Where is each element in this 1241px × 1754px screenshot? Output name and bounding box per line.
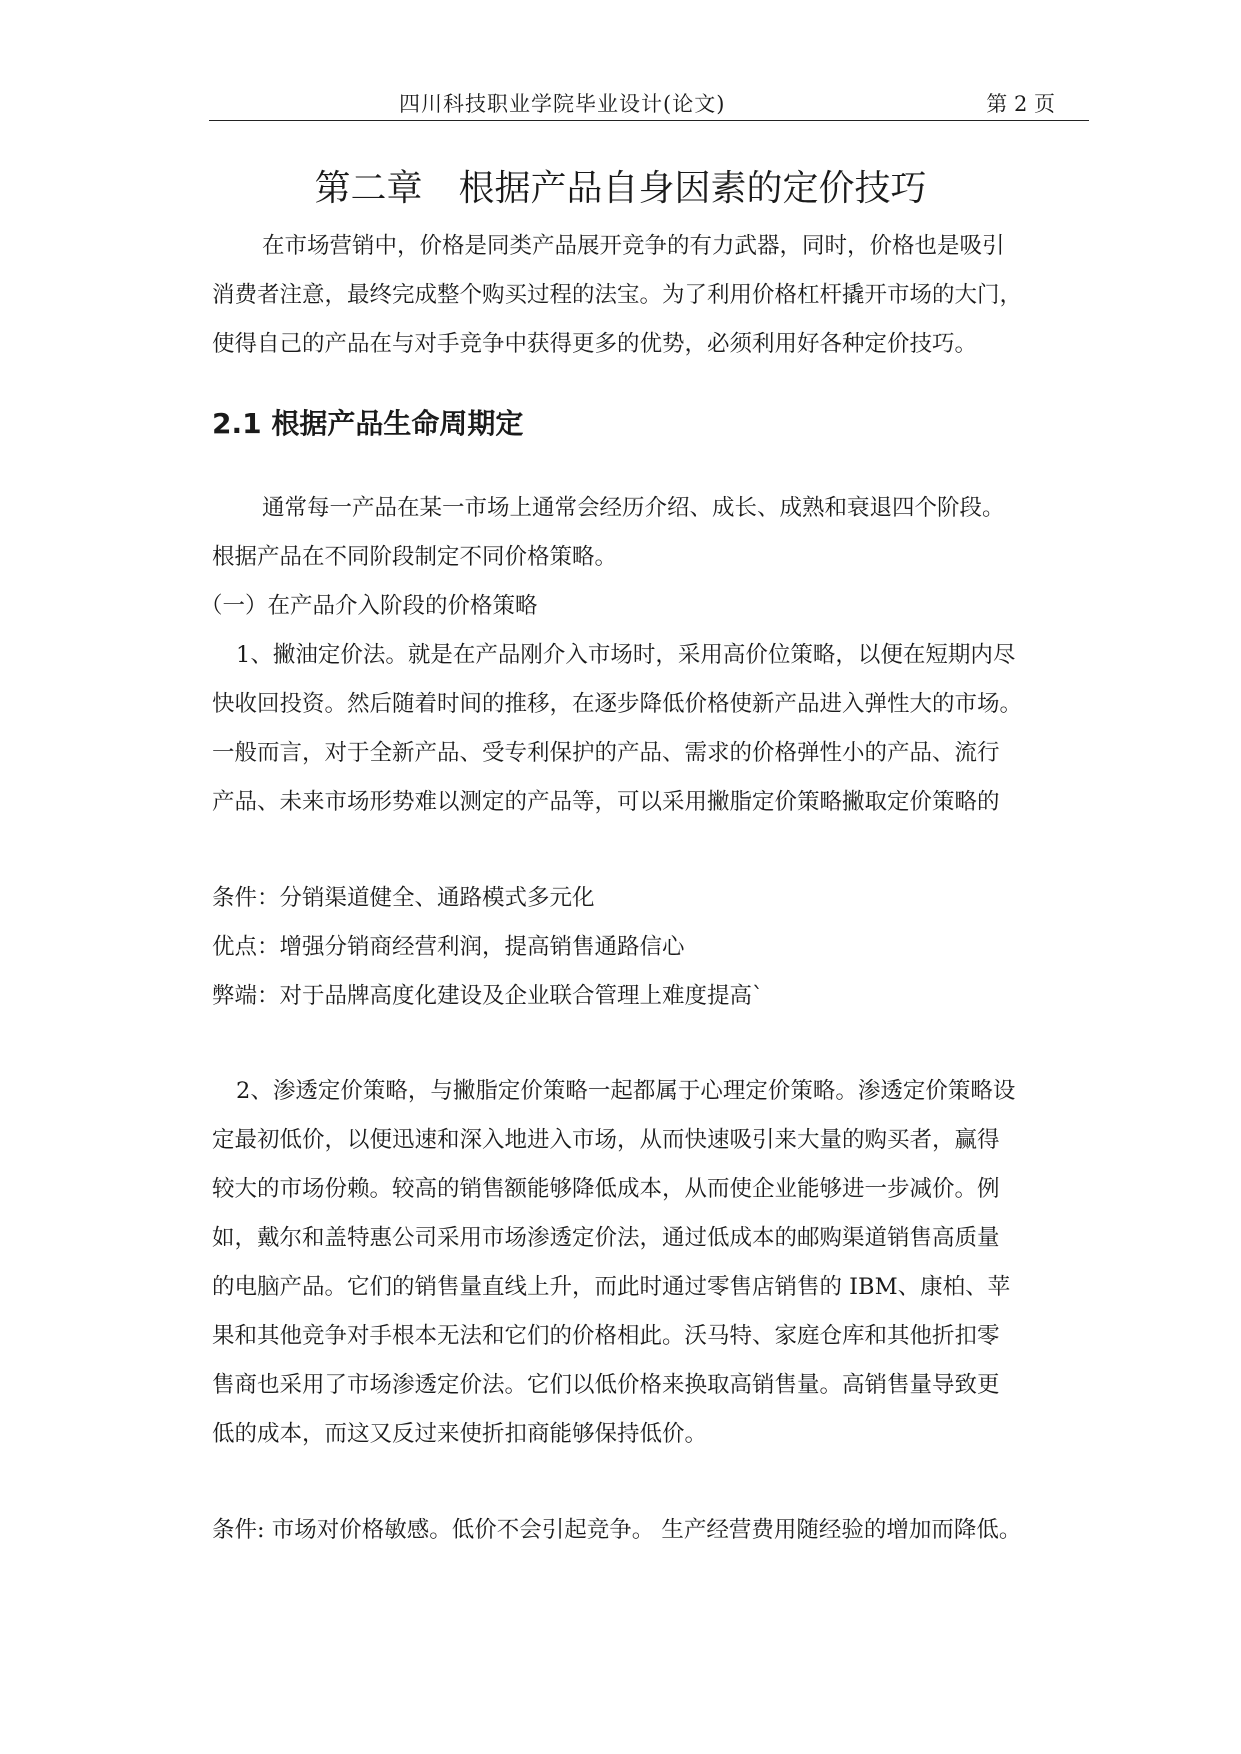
body-line: 2、渗透定价策略，与撇脂定价策略一起都属于心理定价策略。渗透定价策略设 — [236, 1078, 1016, 1104]
body-line: 通常每一产品在某一市场上通常会经历介绍、成长、成熟和衰退四个阶段。 — [262, 495, 1005, 521]
body-line: 售商也采用了市场渗透定价法。它们以低价格来换取高销售量。高销售量导致更 — [212, 1372, 1000, 1398]
body-line: 低的成本，而这又反过来使折扣商能够保持低价。 — [212, 1421, 708, 1447]
note-line: 条件：分销渠道健全、通路模式多元化 — [212, 885, 595, 911]
chapter-title: 第二章 根据产品自身因素的定价技巧 — [314, 168, 927, 209]
body-line: 快收回投资。然后随着时间的推移，在逐步降低价格使新产品进入弹性大的市场。 — [212, 691, 1023, 717]
intro-line: 使得自己的产品在与对手竞争中获得更多的优势，必须利用好各种定价技巧。 — [212, 331, 978, 357]
condition-line: 条件: 市场对价格敏感。低价不会引起竞争。 生产经营费用随经验的增加而降低。 — [212, 1517, 1022, 1543]
section-heading: 2.1 根据产品生命周期定 — [212, 407, 524, 440]
body-line: 的电脑产品。它们的销售量直线上升，而此时通过零售店销售的 IBM、康柏、苹 — [212, 1274, 1011, 1300]
subheading: （一）在产品介入阶段的价格策略 — [200, 593, 538, 619]
body-line: 一般而言，对于全新产品、受专利保护的产品、需求的价格弹性小的产品、流行 — [212, 740, 1000, 766]
header-title: 四川科技职业学院毕业设计(论文) — [399, 92, 726, 116]
body-line: 产品、未来市场形势难以测定的产品等，可以采用撇脂定价策略撇取定价策略的 — [212, 789, 1000, 815]
note-line: 弊端：对于品牌高度化建设及企业联合管理上难度提高` — [212, 983, 764, 1009]
note-line: 优点：增强分销商经营利润，提高销售通路信心 — [212, 934, 685, 960]
body-line: 1、撇油定价法。就是在产品刚介入市场时，采用高价位策略，以便在短期内尽 — [236, 642, 1016, 668]
intro-line: 消费者注意，最终完成整个购买过程的法宝。为了利用价格杠杆撬开市场的大门， — [212, 282, 1023, 308]
body-line: 果和其他竞争对手根本无法和它们的价格相此。沃马特、家庭仓库和其他折扣零 — [212, 1323, 1000, 1349]
running-header — [209, 86, 1089, 121]
header-page-number: 第 2 页 — [986, 92, 1055, 116]
body-line: 较大的市场份赖。较高的销售额能够降低成本，从而使企业能够进一步减价。例 — [212, 1176, 1000, 1202]
intro-line: 在市场营销中，价格是同类产品展开竞争的有力武器，同时，价格也是吸引 — [262, 233, 1005, 259]
body-line: 定最初低价，以便迅速和深入地进入市场，从而快速吸引来大量的购买者，赢得 — [212, 1127, 1000, 1153]
body-line: 如，戴尔和盖特惠公司采用市场渗透定价法，通过低成本的邮购渠道销售高质量 — [212, 1225, 1000, 1251]
body-line: 根据产品在不同阶段制定不同价格策略。 — [212, 544, 618, 570]
